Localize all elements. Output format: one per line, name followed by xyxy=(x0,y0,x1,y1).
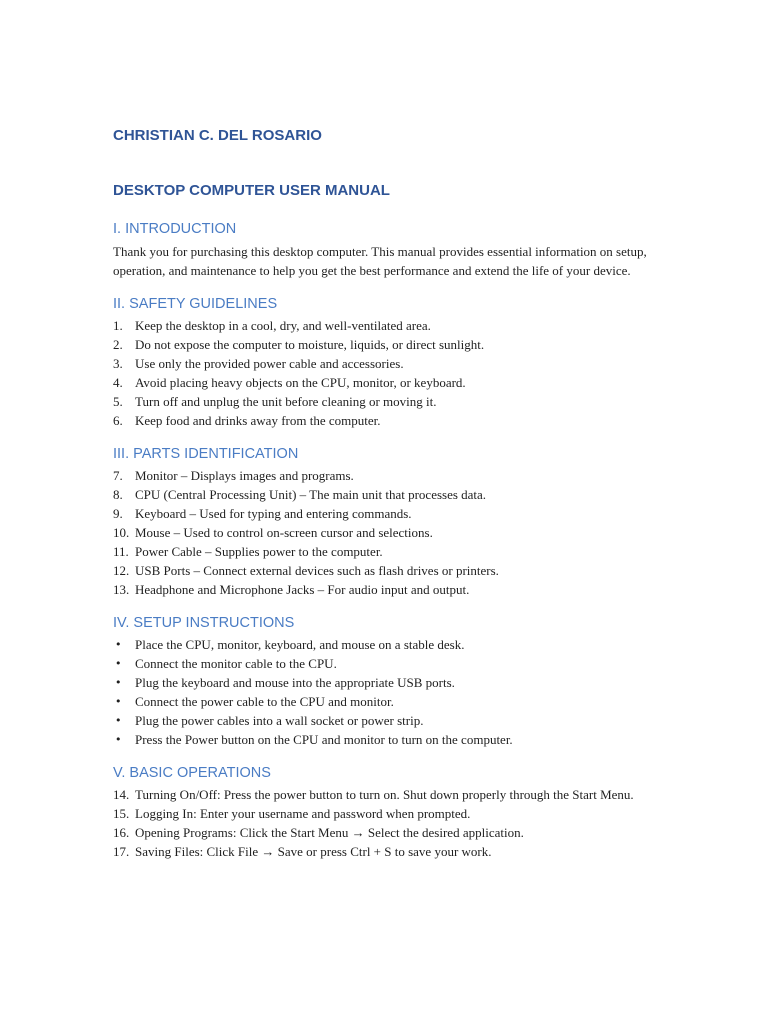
item-number: 6. xyxy=(113,413,123,428)
list-item xyxy=(113,354,658,373)
item-text: Avoid placing heavy objects on the CPU, monitor, or keyboard. xyxy=(135,375,466,390)
parts-identification-list xyxy=(113,466,658,599)
list-item xyxy=(113,542,658,561)
section-heading-introduction: I. INTRODUCTION xyxy=(113,221,237,237)
safety-guidelines-list xyxy=(113,316,658,430)
item-number: 12. xyxy=(113,563,130,578)
document-page xyxy=(113,126,658,861)
item-text: Plug the keyboard and mouse into the appropriate USB ports. xyxy=(135,675,455,690)
list-item xyxy=(113,523,658,542)
item-number: 11. xyxy=(113,544,129,559)
setup-instructions-list xyxy=(113,635,658,749)
list-item xyxy=(113,466,658,485)
list-item xyxy=(113,411,658,430)
bullet-icon: • xyxy=(115,695,122,708)
bullet-icon: • xyxy=(115,676,122,689)
section-heading-setup-instructions: IV. SETUP INSTRUCTIONS xyxy=(113,615,295,631)
bullet-icon: • xyxy=(115,657,122,670)
item-number: 13. xyxy=(113,582,130,597)
item-text: CPU (Central Processing Unit) – The main unit that processes data. xyxy=(135,487,487,502)
bullet-icon: • xyxy=(115,714,122,727)
section-heading-safety-guidelines: II. SAFETY GUIDELINES xyxy=(113,296,278,312)
list-item xyxy=(113,654,658,673)
list-item xyxy=(113,373,658,392)
item-text: Do not expose the computer to moisture, liquids, or direct sunlight. xyxy=(135,337,485,352)
item-number: 4. xyxy=(113,375,123,390)
item-text: Press the Power button on the CPU and monitor to turn on the computer. xyxy=(135,732,513,747)
item-text: Turning On/Off: Press the power button to turn on. Shut down properly through the Start Menu. xyxy=(135,787,634,802)
list-item xyxy=(113,785,658,804)
item-text: Headphone and Microphone Jacks – For audio input and output. xyxy=(135,582,470,597)
item-text: Place the CPU, monitor, keyboard, and mouse on a stable desk. xyxy=(135,637,465,652)
list-item xyxy=(113,316,658,335)
list-item xyxy=(113,711,658,730)
bullet-icon: • xyxy=(115,638,122,651)
item-text: Monitor – Displays images and programs. xyxy=(135,468,354,483)
item-text: Saving Files: Click File → Save or press Ctrl + S to save your work. xyxy=(135,844,492,859)
document-title: DESKTOP COMPUTER USER MANUAL xyxy=(113,182,390,199)
item-text: Keep food and drinks away from the computer. xyxy=(135,413,381,428)
item-number: 5. xyxy=(113,394,123,409)
list-item xyxy=(113,730,658,749)
list-item xyxy=(113,823,658,842)
list-item xyxy=(113,635,658,654)
list-item xyxy=(113,692,658,711)
list-item xyxy=(113,561,658,580)
list-item xyxy=(113,842,658,861)
bullet-icon: • xyxy=(115,733,122,746)
item-text: Keep the desktop in a cool, dry, and well-ventilated area. xyxy=(135,318,431,333)
basic-operations-list xyxy=(113,785,658,861)
list-item xyxy=(113,485,658,504)
item-number: 14. xyxy=(113,787,130,802)
item-number: 17. xyxy=(113,844,130,859)
item-text: Keyboard – Used for typing and entering commands. xyxy=(135,506,412,521)
item-text: Logging In: Enter your username and password when prompted. xyxy=(135,806,471,821)
list-item xyxy=(113,580,658,599)
item-number: 1. xyxy=(113,318,123,333)
list-item xyxy=(113,335,658,354)
item-number: 9. xyxy=(113,506,123,521)
list-item xyxy=(113,673,658,692)
item-number: 2. xyxy=(113,337,123,352)
item-number: 16. xyxy=(113,825,130,840)
item-text: USB Ports – Connect external devices such as flash drives or printers. xyxy=(135,563,499,578)
list-item xyxy=(113,392,658,411)
item-text: Turn off and unplug the unit before cleaning or moving it. xyxy=(135,394,437,409)
section-heading-parts-identification: III. PARTS IDENTIFICATION xyxy=(113,446,299,462)
item-number: 8. xyxy=(113,487,123,502)
item-text: Power Cable – Supplies power to the computer. xyxy=(135,544,383,559)
item-text: Plug the power cables into a wall socket or power strip. xyxy=(135,713,424,728)
item-number: 3. xyxy=(113,356,123,371)
author-name: CHRISTIAN C. DEL ROSARIO xyxy=(113,127,322,144)
section-heading-basic-operations: V. BASIC OPERATIONS xyxy=(113,765,271,781)
item-number: 15. xyxy=(113,806,130,821)
item-text: Mouse – Used to control on-screen cursor and selections. xyxy=(135,525,433,540)
item-number: 7. xyxy=(113,468,123,483)
item-number: 10. xyxy=(113,525,130,540)
item-text: Opening Programs: Click the Start Menu → Select the desired application. xyxy=(135,825,524,840)
item-text: Use only the provided power cable and accessories. xyxy=(135,356,404,371)
introduction-paragraph: Thank you for purchasing this desktop computer. This manual provides essential information on setup, operation, and maintenance to help you get the best performance and extend the life of your device. xyxy=(113,244,647,278)
item-text: Connect the power cable to the CPU and monitor. xyxy=(135,694,394,709)
list-item xyxy=(113,504,658,523)
item-text: Connect the monitor cable to the CPU. xyxy=(135,656,337,671)
list-item xyxy=(113,804,658,823)
